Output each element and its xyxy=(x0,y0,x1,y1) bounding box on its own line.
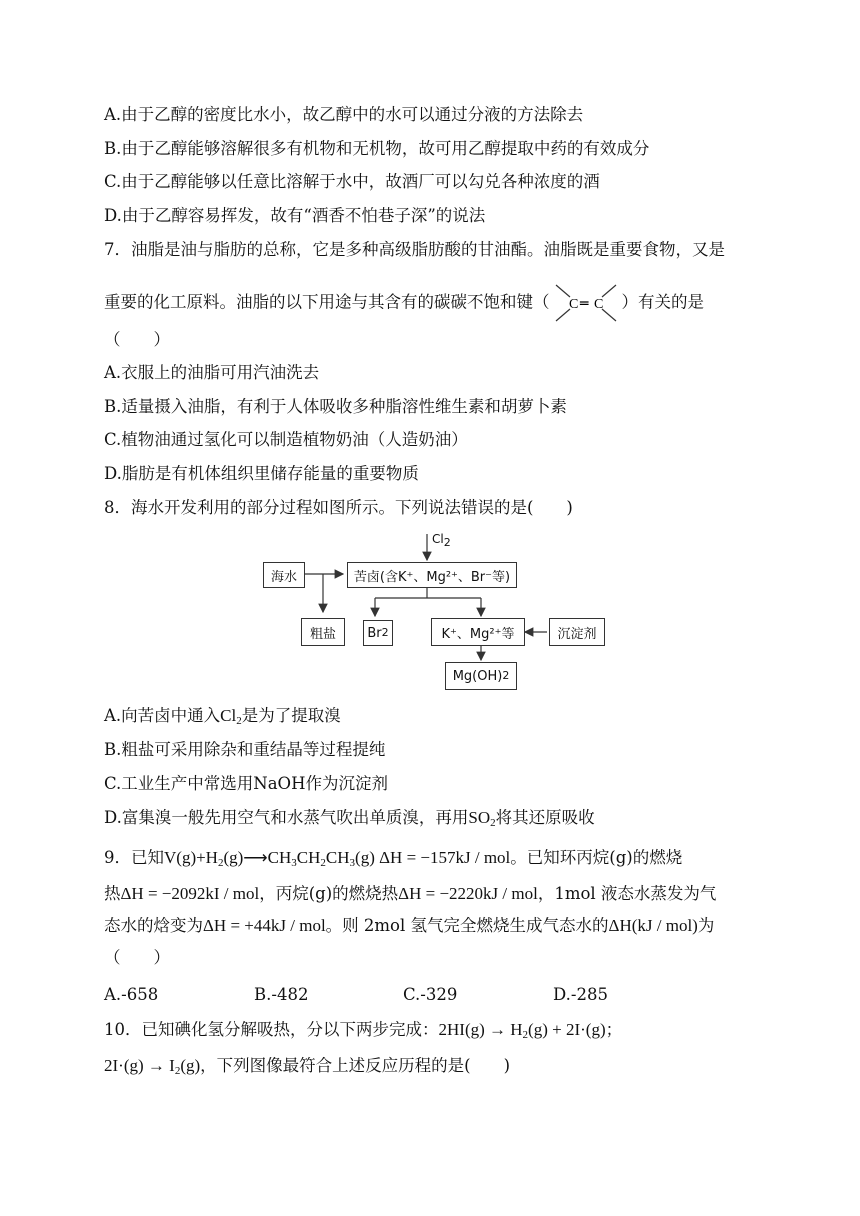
box-crude-salt: 粗盐 xyxy=(301,618,345,646)
bond-line-lr xyxy=(602,309,616,321)
q10-line1: 10．已知碘化氢分解吸热，分以下两步完成：$2HI(g) \to H_2(g) + 2I\cdot(g)$； xyxy=(104,1020,623,1041)
diagram-arrows xyxy=(255,534,615,694)
seawater-process-diagram xyxy=(255,534,615,694)
bond-line-ul xyxy=(556,285,570,297)
q9-option-a: A.-658 xyxy=(104,985,159,1004)
box-mgoh2: Mg(OH) 2 xyxy=(445,662,517,690)
bond-double: ═ xyxy=(579,296,588,312)
q6-option-c: C.由于乙醇能够以任意比溶解于水中，故酒厂可以勾兑各种浓度的酒 xyxy=(104,172,600,191)
q9-line2: 热ΔH = −2092kI / mol，丙烷(g)的燃烧热ΔH = −2220kJ / mol，1mol 液态水蒸发为气 xyxy=(104,884,717,903)
q7-stem-line1: 7．油脂是油与脂肪的总称，它是多种高级脂肪酸的甘油酯。油脂既是重要食物，又是 xyxy=(104,240,725,259)
q7-stem-part1: 重要的化工原料。油脂的以下用途与其含有的碳碳不饱和键（ xyxy=(104,292,550,312)
cl2-formula: $Cl_2$ xyxy=(220,706,242,727)
q10-line2: $2I\cdot(g) \to I_2(g)$，下列图像最符合上述反应历程的是( ) xyxy=(104,1056,511,1077)
q9-option-d: D.-285 xyxy=(553,985,608,1004)
q8-option-c: C.工业生产中常选用NaOH作为沉淀剂 xyxy=(104,774,388,793)
so2-formula: $SO_2$ xyxy=(468,808,496,829)
q9-equation: $V(g)+H_2(g)⟶CH_3CH_2CH_3(g) \Delta H = -157kJ$ / mol xyxy=(164,848,511,869)
q9-answer-paren: （ ） xyxy=(104,948,170,967)
bond-line-ll xyxy=(556,309,570,321)
q9-option-b: B.-482 xyxy=(254,985,309,1004)
box-br2: Br 2 xyxy=(363,620,393,646)
bond-carbon-left: C xyxy=(568,297,578,312)
bond-line-ur xyxy=(602,285,616,297)
q7-option-c: C.植物油通过氢化可以制造植物奶油（人造奶油） xyxy=(104,430,468,449)
bond-carbon-right: C xyxy=(593,297,603,312)
cl2-label: $Cl_2$ xyxy=(432,532,451,549)
q6-option-d: D.由于乙醇容易挥发，故有“酒香不怕巷子深”的说法 xyxy=(104,206,486,225)
double-bond-structure xyxy=(554,283,618,323)
q9-option-c: C.-329 xyxy=(403,985,458,1004)
box-brine: 苦卤(含K⁺、Mg²⁺、Br⁻等) xyxy=(347,562,517,588)
q7-stem-part2: ）有关的是 xyxy=(621,292,704,312)
q8-option-d: D.富集溴一般先用空气和水蒸气吹出单质溴，再用$SO_2$将其还原吸收 xyxy=(104,808,595,829)
box-ions: K⁺、Mg²⁺等 xyxy=(431,618,525,646)
q7-answer-paren: （ ） xyxy=(104,330,170,349)
q8-option-b: B.粗盐可采用除杂和重结晶等过程提纯 xyxy=(104,740,386,759)
double-bond-icon xyxy=(554,283,618,323)
q7-option-b: B.适量摄入油脂，有利于人体吸收多种脂溶性维生素和胡萝卜素 xyxy=(104,397,567,416)
q9-line3: 态水的焓变为ΔH = +44kJ / mol。则 2mol 氢气完全燃烧生成气态水的ΔH(kJ / mol)为 xyxy=(104,916,715,935)
q10-reaction1: $2HI(g) \to H_2(g) + 2I\cdot(g)$ xyxy=(438,1020,606,1041)
q10-reaction2: $2I\cdot(g) \to I_2(g)$ xyxy=(104,1056,201,1077)
q6-option-a: A.由于乙醇的密度比水小，故乙醇中的水可以通过分液的方法除去 xyxy=(104,105,584,124)
q6-option-b: B.由于乙醇能够溶解很多有机物和无机物，故可用乙醇提取中药的有效成分 xyxy=(104,139,650,158)
q7-stem-line2 xyxy=(104,283,704,323)
q8-stem: 8．海水开发利用的部分过程如图所示。下列说法错误的是( ) xyxy=(104,498,573,517)
q9-line1: 9．已知$V(g)+H_2(g)⟶CH_3CH_2CH_3(g) \Delta H = -157kJ$ / mol。已知环丙烷(g)的燃烧 xyxy=(104,848,683,869)
q7-option-a: A.衣服上的油脂可用汽油洗去 xyxy=(104,363,320,382)
q8-option-a: A.向苦卤中通入$Cl_2$是为了提取溴 xyxy=(104,706,341,727)
box-precipitant: 沉淀剂 xyxy=(549,618,605,646)
q7-option-d: D.脂肪是有机体组织里储存能量的重要物质 xyxy=(104,464,419,483)
box-seawater: 海水 xyxy=(263,562,305,588)
